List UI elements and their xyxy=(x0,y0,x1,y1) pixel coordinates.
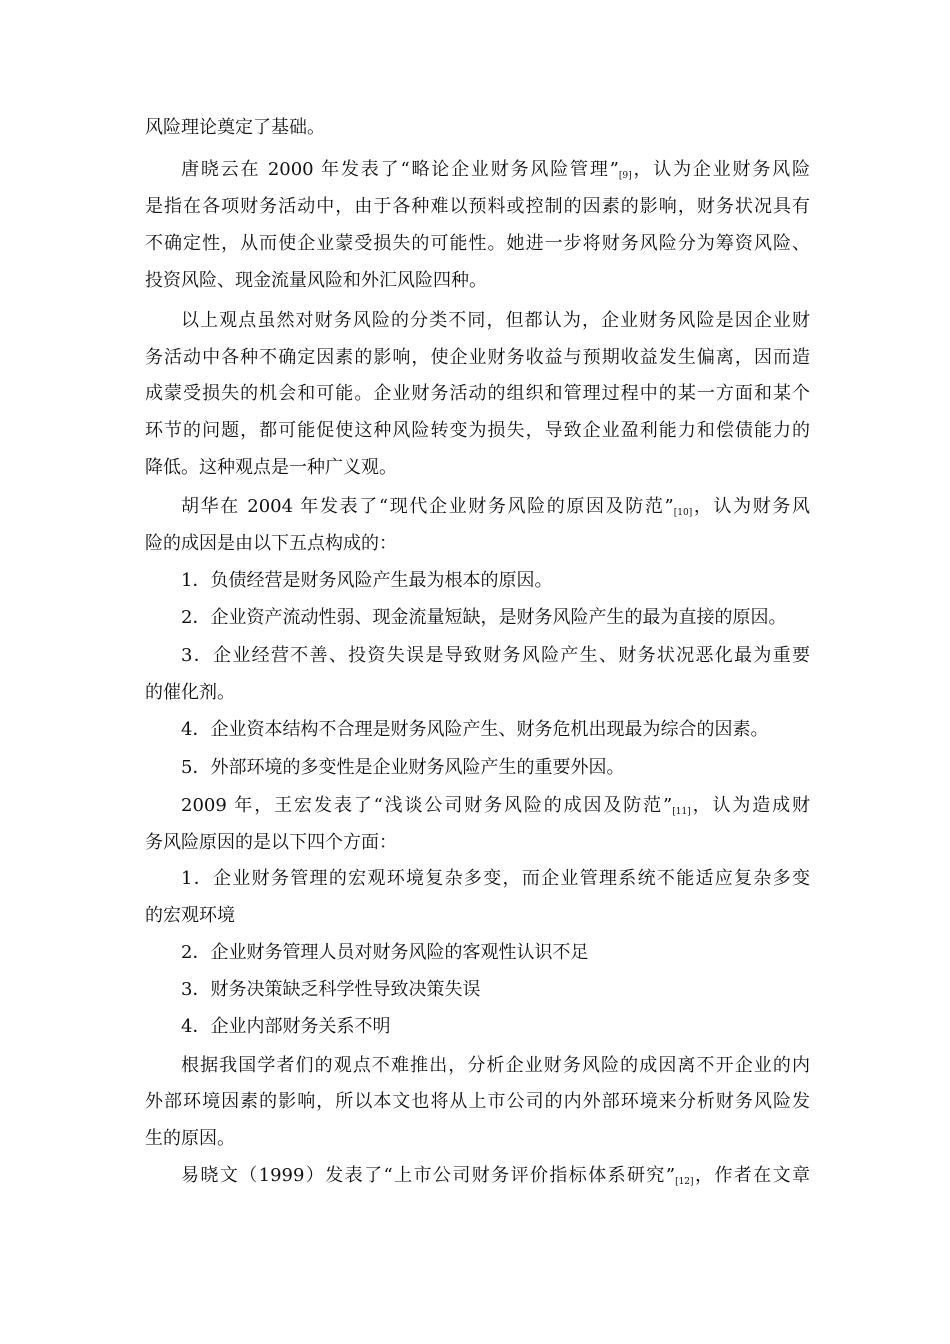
citation-ref: [11] xyxy=(672,807,691,817)
body-line: 环节的问题，都可能促使这种风险转变为损失，导致企业盈利能力和偿债能力的 xyxy=(145,420,810,441)
line-text: ，认为财务风 xyxy=(692,496,811,517)
body-line xyxy=(181,494,810,520)
body-line: 的催化剂。 xyxy=(145,682,235,703)
body-line xyxy=(181,1163,810,1189)
body-line: 投资风险、现金流量风险和外汇风险四种。 xyxy=(145,270,487,291)
line-text: 2009 年，王宏发表了“浅谈公司财务风险的成因及防范” xyxy=(181,795,673,816)
body-line: 风险理论奠定了基础。 xyxy=(145,117,325,138)
body-line: 险的成因是由以下五点构成的： xyxy=(145,533,397,554)
body-line: 降低。这种观点是一种广义观。 xyxy=(145,457,397,478)
list-item: 2．企业资产流动性弱、现金流量短缺，是财务风险产生的最为直接的原因。 xyxy=(181,607,787,628)
list-item: 2．企业财务管理人员对财务风险的客观性认识不足 xyxy=(181,942,589,963)
citation-ref: [12] xyxy=(675,1177,694,1187)
body-line: 务活动中各种不确定因素的影响，使企业财务收益与预期收益发生偏离，因而造 xyxy=(145,347,810,368)
body-line: 外部环境因素的影响，所以本文也将从上市公司的内外部环境来分析财务风险发 xyxy=(145,1091,810,1112)
list-item: 1．负债经营是财务风险产生最为根本的原因。 xyxy=(181,570,553,591)
body-line: 是指在各项财务活动中，由于各种难以预料或控制的因素的影响，财务状况具有 xyxy=(145,196,810,217)
body-line: 成蒙受损失的机会和可能。企业财务活动的组织和管理过程中的某一方面和某个 xyxy=(145,383,810,404)
list-item: 3．企业经营不善、投资失误是导致财务风险产生、财务状况恶化最为重要 xyxy=(181,645,810,666)
body-line xyxy=(181,157,810,183)
body-line: 以上观点虽然对财务风险的分类不同，但都认为，企业财务风险是因企业财 xyxy=(181,310,810,331)
line-text: ，认为企业财务风险 xyxy=(631,159,811,180)
body-line: 根据我国学者们的观点不难推出，分析企业财务风险的成因离不开企业的内 xyxy=(181,1055,810,1076)
body-line xyxy=(181,793,810,819)
line-text: 唐晓云在 2000 年发表了“略论企业财务风险管理” xyxy=(181,159,619,180)
list-item: 3．财务决策缺乏科学性导致决策失误 xyxy=(181,979,481,1000)
citation-ref: [9] xyxy=(618,171,632,181)
citation-ref: [10] xyxy=(673,508,693,518)
line-text: ，认为造成财 xyxy=(690,795,810,816)
list-item: 4．企业资本结构不合理是财务风险产生、财务危机出现最为综合的因素。 xyxy=(181,719,769,740)
line-text: 胡华在 2004 年发表了“现代企业财务风险的原因及防范” xyxy=(181,496,674,517)
body-line: 不确定性，从而使企业蒙受损失的可能性。她进一步将财务风险分为筹资风险、 xyxy=(145,233,810,254)
list-item: 4．企业内部财务关系不明 xyxy=(181,1016,391,1037)
list-item: 5．外部环境的多变性是企业财务风险产生的重要外因。 xyxy=(181,757,625,778)
body-line: 务风险原因的是以下四个方面： xyxy=(145,832,397,853)
list-item: 1．企业财务管理的宏观环境复杂多变，而企业管理系统不能适应复杂多变 xyxy=(181,868,810,889)
body-line: 生的原因。 xyxy=(145,1128,235,1149)
line-text: ，作者在文章 xyxy=(693,1165,811,1186)
body-line: 的宏观环境 xyxy=(145,905,235,926)
line-text: 易晓文（1999）发表了“上市公司财务评价指标体系研究” xyxy=(181,1165,676,1186)
